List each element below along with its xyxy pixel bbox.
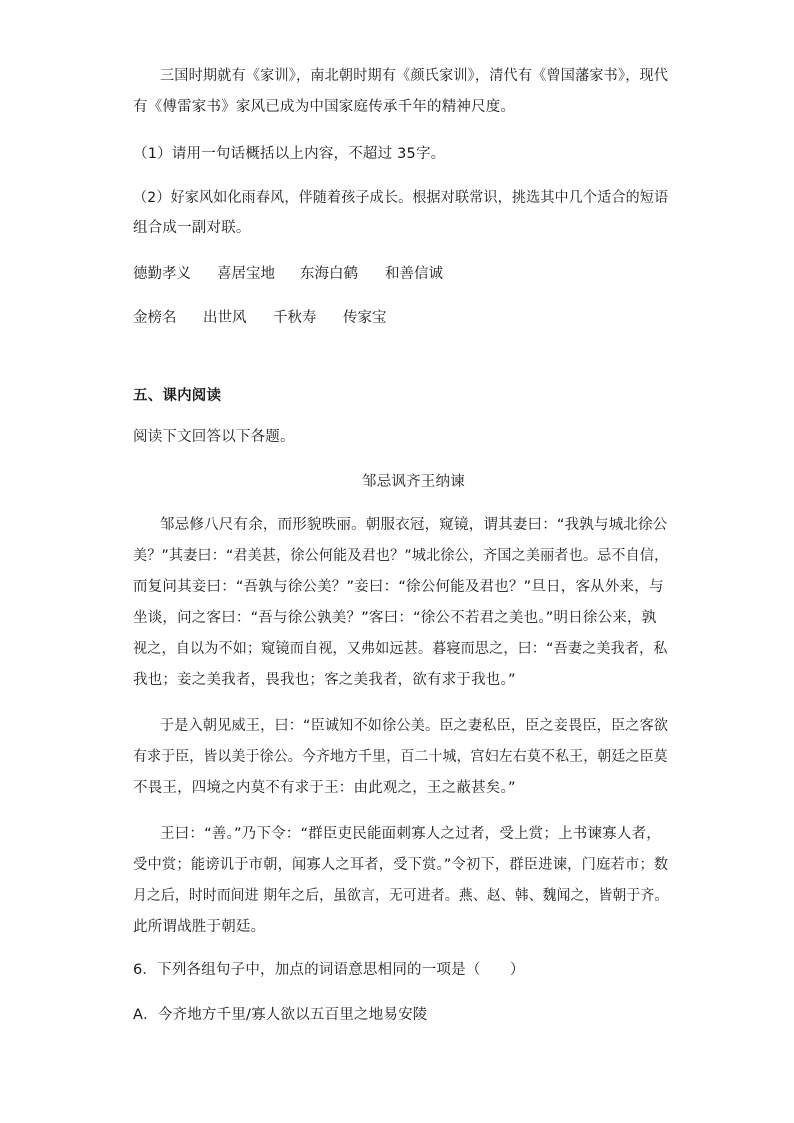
intro-line-2: 有《傅雷家书》家风已成为中国家庭传承千年的精神尺度。 bbox=[133, 99, 516, 115]
passage-para-2-line: 于是入朝见威王，曰：“臣诚知不如徐公美。臣之妻私臣，臣之妾畏臣，臣之客欲 bbox=[160, 718, 669, 734]
phrase-option: 东海白鹤 bbox=[300, 266, 358, 282]
passage-para-2-line: 有求于臣，皆以美于徐公。今齐地方千里，百二十城，宫妇左右莫不私王，朝廷之臣莫 bbox=[133, 749, 668, 765]
question-2-line-2: 组合成一副对联。 bbox=[133, 220, 251, 236]
passage-para-3-line: 月之后，时时而间进 期年之后，虽欲言，无可进者。燕、赵、韩、魏闻之，皆朝于齐。 bbox=[133, 888, 669, 904]
passage-title: 邹忌讽齐王纳谏 bbox=[362, 474, 465, 490]
question-6-option-a: A．今齐地方千里/寡人欲以五百里之地易安陵 bbox=[133, 1007, 428, 1023]
phrase-option: 传家宝 bbox=[343, 310, 387, 326]
passage-para-3-line: 此所谓战胜于朝廷。 bbox=[133, 919, 266, 935]
phrase-option: 德勤孝义 bbox=[133, 266, 191, 282]
section-heading: 五、课内阅读 bbox=[133, 388, 222, 404]
passage-para-1-line: 视之，自以为不如；窥镜而自视，又弗如远甚。暮寝而思之，曰：“吾妻之美我者，私 bbox=[133, 641, 668, 657]
passage-para-1-line: 邹忌修八尺有余，而形貌昳丽。朝服衣冠，窥镜，谓其妻曰：“我孰与城北徐公 bbox=[160, 517, 668, 533]
phrase-option: 千秋寿 bbox=[273, 310, 317, 326]
intro-line-1: 三国时期就有《家训》，南北朝时期有《颜氏家训》，清代有《曾国藩家书》，现代 bbox=[160, 68, 669, 84]
passage-para-1-line: 而复问其妾曰：“吾孰与徐公美？”妾曰：“徐公何能及君也？”旦日，客从外来，与 bbox=[133, 579, 664, 595]
question-1: （1）请用一句话概括以上内容，不超过 35字。 bbox=[133, 146, 446, 162]
passage-para-3-line: 王曰：“善。”乃下令：“群臣吏民能面刺寡人之过者，受上赏；上书谏寡人者， bbox=[160, 826, 661, 842]
phrase-option: 喜居宝地 bbox=[217, 266, 275, 282]
passage-para-1-line: 美？”其妻曰：“君美甚，徐公何能及君也？”城北徐公，齐国之美丽者也。忌不自信， bbox=[133, 548, 669, 564]
passage-para-1-line: 坐谈，问之客曰：“吾与徐公孰美？”客曰：“徐公不若君之美也。”明日徐公来，孰 bbox=[133, 610, 657, 626]
phrase-option: 金榜名 bbox=[133, 310, 177, 326]
question-2-line-1: （2）好家风如化雨春风，伴随着孩子成长。根据对联常识，挑选其中几个适合的短语 bbox=[133, 190, 669, 206]
phrase-option: 出世风 bbox=[203, 310, 247, 326]
passage-para-1-line: 我也；妾之美我者，畏我也；客之美我者，欲有求于我也。” bbox=[133, 672, 516, 688]
question-6: 6．下列各组句子中，加点的词语意思相同的一项是（ ） bbox=[133, 962, 525, 978]
passage-para-2-line: 不畏王，四境之内莫不有求于王：由此观之，王之蔽甚矣。” bbox=[133, 780, 516, 796]
phrase-option: 和善信诚 bbox=[385, 266, 443, 282]
passage-para-3-line: 受中赏；能谤讥于市朝，闻寡人之耳者，受下赏。”令初下，群臣进谏，门庭若市；数 bbox=[133, 857, 669, 873]
section-instruction: 阅读下文回答以下各题。 bbox=[133, 429, 295, 445]
